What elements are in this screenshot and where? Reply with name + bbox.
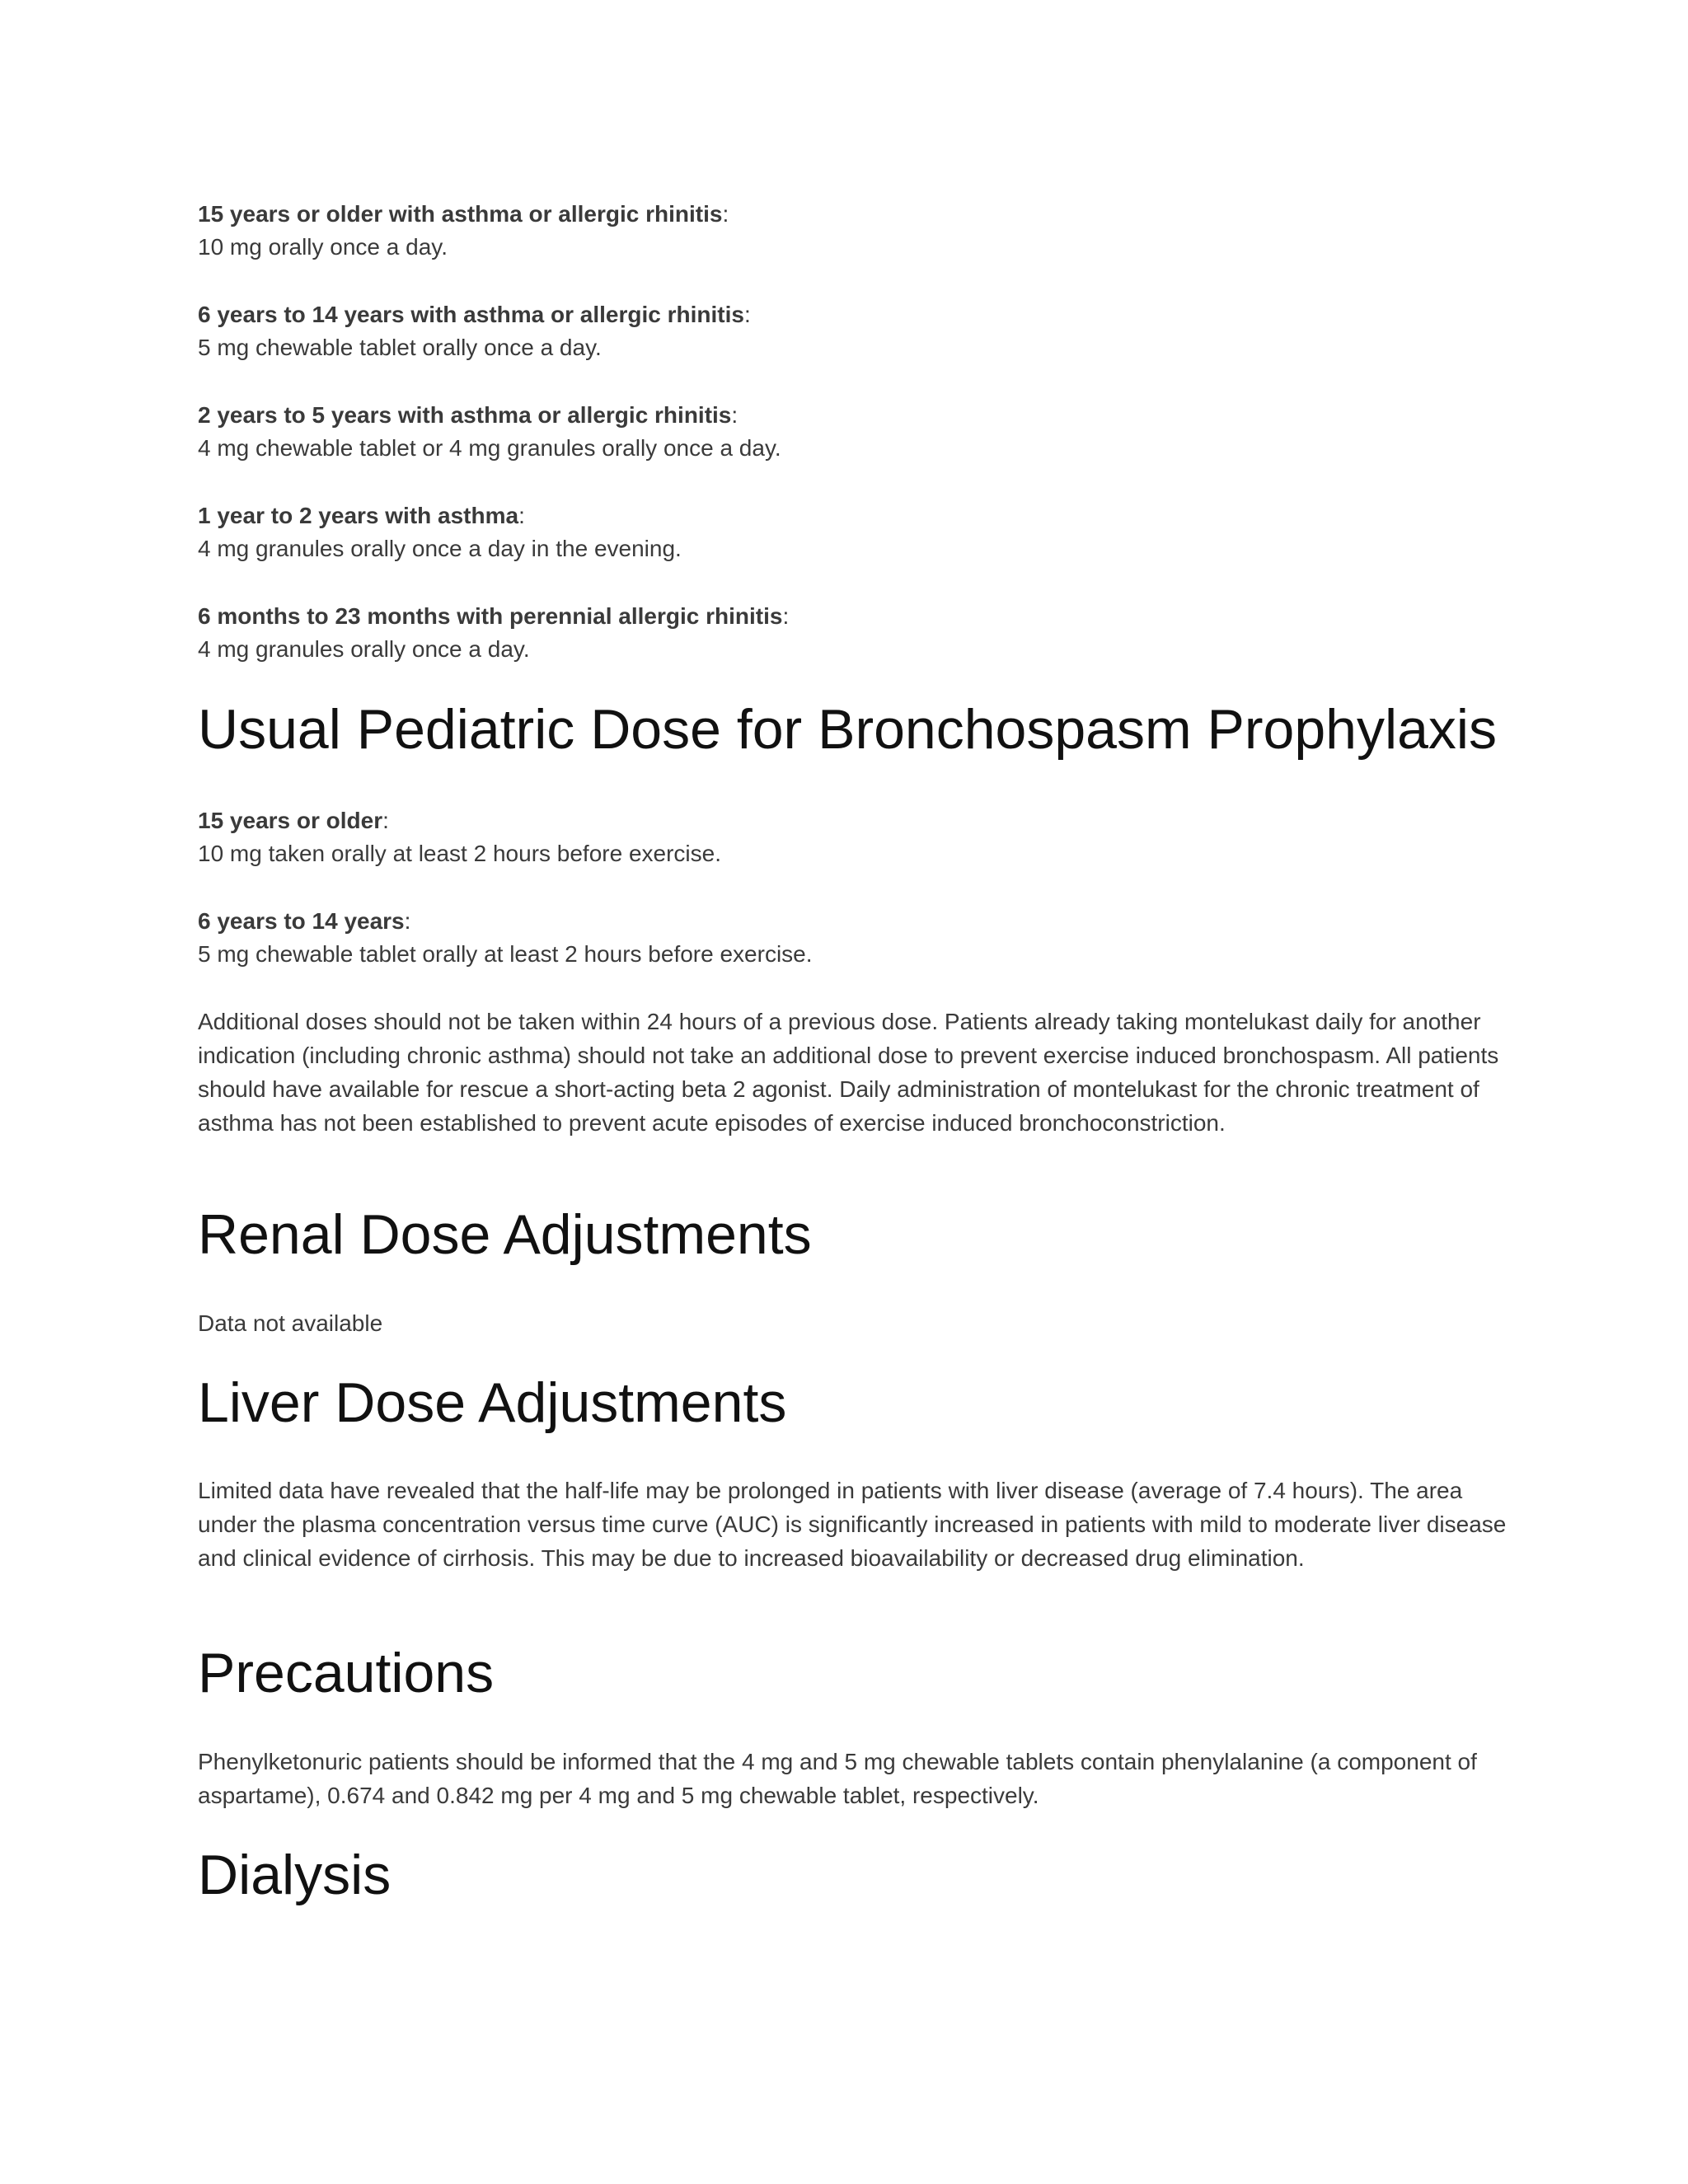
section-heading-bronchospasm: Usual Pediatric Dose for Bronchospasm Prophylaxis: [198, 698, 1498, 761]
dose-block-bronchospasm-6-to-14: 6 years to 14 years: 5 mg chewable tablet orally at least 2 hours before exercise.: [198, 905, 1517, 971]
dose-block-15-plus: 15 years or older with asthma or allergic rhinitis: 10 mg orally once a day.: [198, 198, 1517, 264]
dose-text: 10 mg orally once a day.: [198, 234, 448, 260]
liver-text: Limited data have revealed that the half-life may be prolonged in patients with liver disease (average of 7.4 hours). The area under the plasma concentration versus time curve (AUC) is significantly increased in patients with mild to moderate liver disease and clinical evidence of cirrhosis. This may be due to increased bioavailability or decreased drug elimination.: [198, 1478, 1507, 1571]
section-heading-liver: Liver Dose Adjustments: [198, 1371, 787, 1434]
bronchospasm-note: Additional doses should not be taken within 24 hours of a previous dose. Patients already taking montelukast daily for another indication (including chronic asthma) should not take an additional dose to prevent exercise induced bronchospasm. All patients should have available for rescue a short-acting beta 2 agonist. Daily administration of montelukast for the chronic treatment of asthma has not been established to prevent acute episodes of exercise induced bronchoconstriction.: [198, 1009, 1499, 1136]
precautions-text: Phenylketonuric patients should be informed that the 4 mg and 5 mg chewable tablets contain phenylalanine (a component of aspartame), 0.674 and 0.842 mg per 4 mg and 5 mg chewable tablet, respectively.: [198, 1749, 1477, 1808]
dose-label: 1 year to 2 years with asthma: [198, 503, 519, 528]
dose-text: 4 mg chewable tablet or 4 mg granules orally once a day.: [198, 435, 781, 461]
dose-block-bronchospasm-15-plus: 15 years or older: 10 mg taken orally at least 2 hours before exercise.: [198, 804, 1517, 870]
dose-text: 4 mg granules orally once a day in the evening.: [198, 536, 682, 561]
renal-text: Data not available: [198, 1310, 383, 1336]
dose-label: 15 years or older: [198, 808, 383, 833]
dose-label: 2 years to 5 years with asthma or allergic rhinitis: [198, 402, 732, 428]
dose-label: 6 years to 14 years with asthma or allergic rhinitis: [198, 302, 744, 327]
dose-text: 10 mg taken orally at least 2 hours before exercise.: [198, 841, 722, 866]
dose-block-6-to-23-months: 6 months to 23 months with perennial allergic rhinitis: 4 mg granules orally once a day.: [198, 600, 1517, 666]
dose-text: 4 mg granules orally once a day.: [198, 636, 530, 662]
dose-text: 5 mg chewable tablet orally at least 2 hours before exercise.: [198, 941, 813, 967]
dose-block-2-to-5: 2 years to 5 years with asthma or allergic rhinitis: 4 mg chewable tablet or 4 mg granules orally once a day.: [198, 399, 1517, 465]
section-heading-dialysis: Dialysis: [198, 1844, 392, 1906]
dose-text: 5 mg chewable tablet orally once a day.: [198, 335, 602, 360]
section-heading-renal: Renal Dose Adjustments: [198, 1203, 812, 1266]
dose-block-1-to-2: 1 year to 2 years with asthma: 4 mg granules orally once a day in the evening.: [198, 499, 1517, 565]
dose-label: 6 years to 14 years: [198, 908, 405, 934]
dose-label: 15 years or older with asthma or allergic rhinitis: [198, 201, 723, 227]
dose-label: 6 months to 23 months with perennial allergic rhinitis: [198, 603, 783, 629]
dose-block-6-to-14: 6 years to 14 years with asthma or allergic rhinitis: 5 mg chewable tablet orally once a day.: [198, 298, 1517, 364]
section-heading-precautions: Precautions: [198, 1642, 495, 1704]
